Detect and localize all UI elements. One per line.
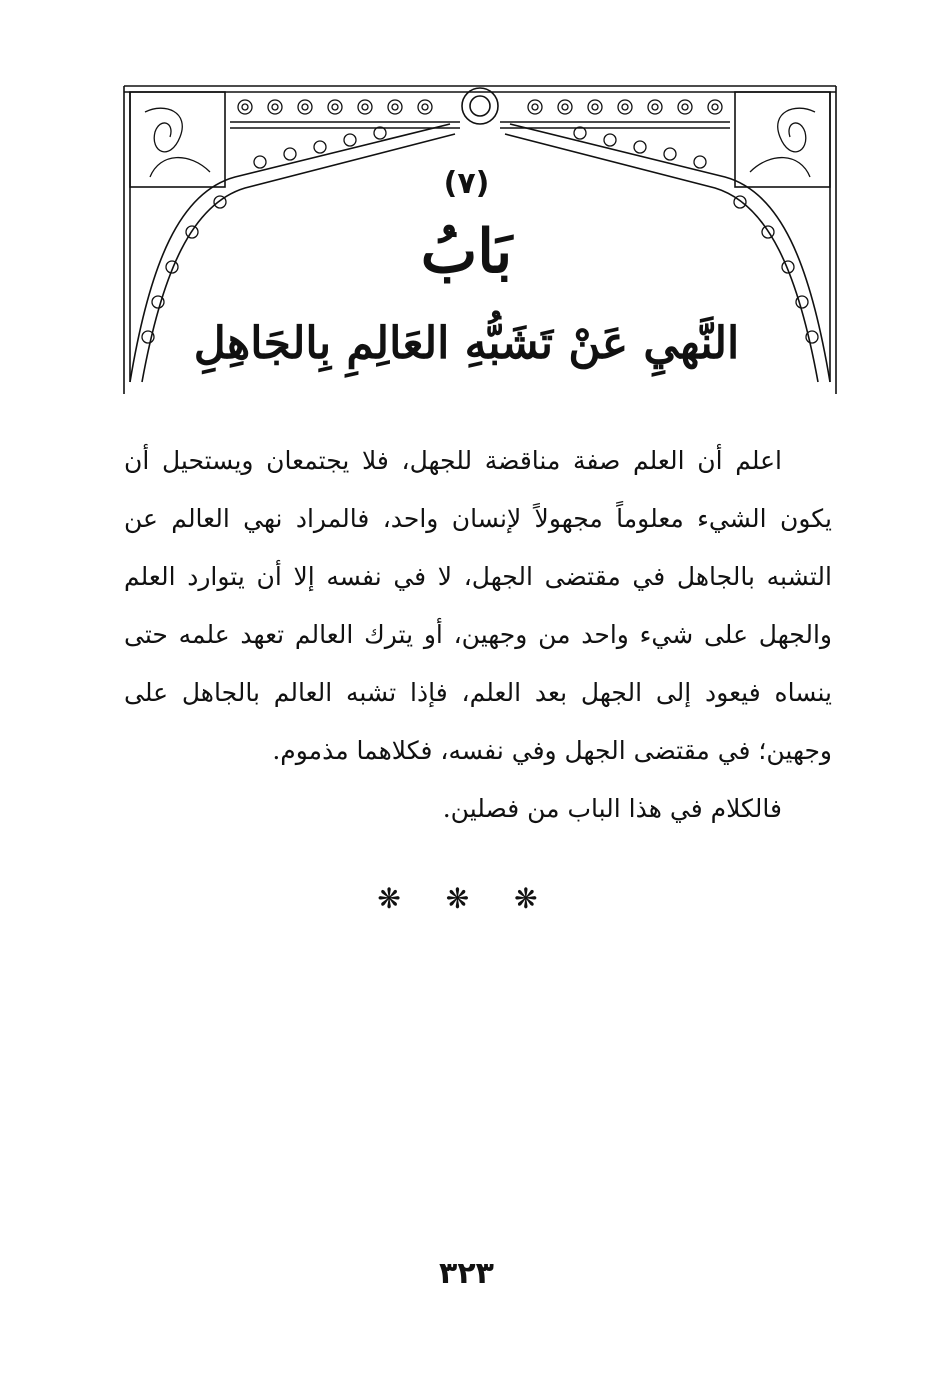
chapter-subtitle: النَّهيِ عَنْ تَشَبُّهِ العَالِمِ بِالجَاهِلِ xyxy=(193,318,740,369)
paragraph: اعلم أن العلم صفة مناقضة للجهل، فلا يجتمعان ويستحيل أن يكون الشيء معلوماً مجهولاً لإنسان واحد، فالمراد نهي العالم عن التشبه بالجاهل في مقتضى الجهل، لا في نفسه إلا أن يتوارد العلم والجهل على شيء واحد من وجهين، أو يترك العالم تعهد علمه حتى ينساه فيعود إلى الجهل بعد العلم، فإذا تشبه العالم بالجاهل على وجهين؛ في مقتضى الجهل وفي نفسه، فكلاهما مذموم. xyxy=(124,446,832,765)
page-number: ٣٢٣ xyxy=(439,1256,494,1291)
section-separator: ❋ ❋ ❋ xyxy=(377,882,556,915)
chapter-heading: بَابُ xyxy=(420,217,513,287)
paragraph: فالكلام في هذا الباب من فصلين. xyxy=(442,794,782,823)
body-text xyxy=(124,432,832,838)
chapter-number: (٧) xyxy=(443,166,490,201)
